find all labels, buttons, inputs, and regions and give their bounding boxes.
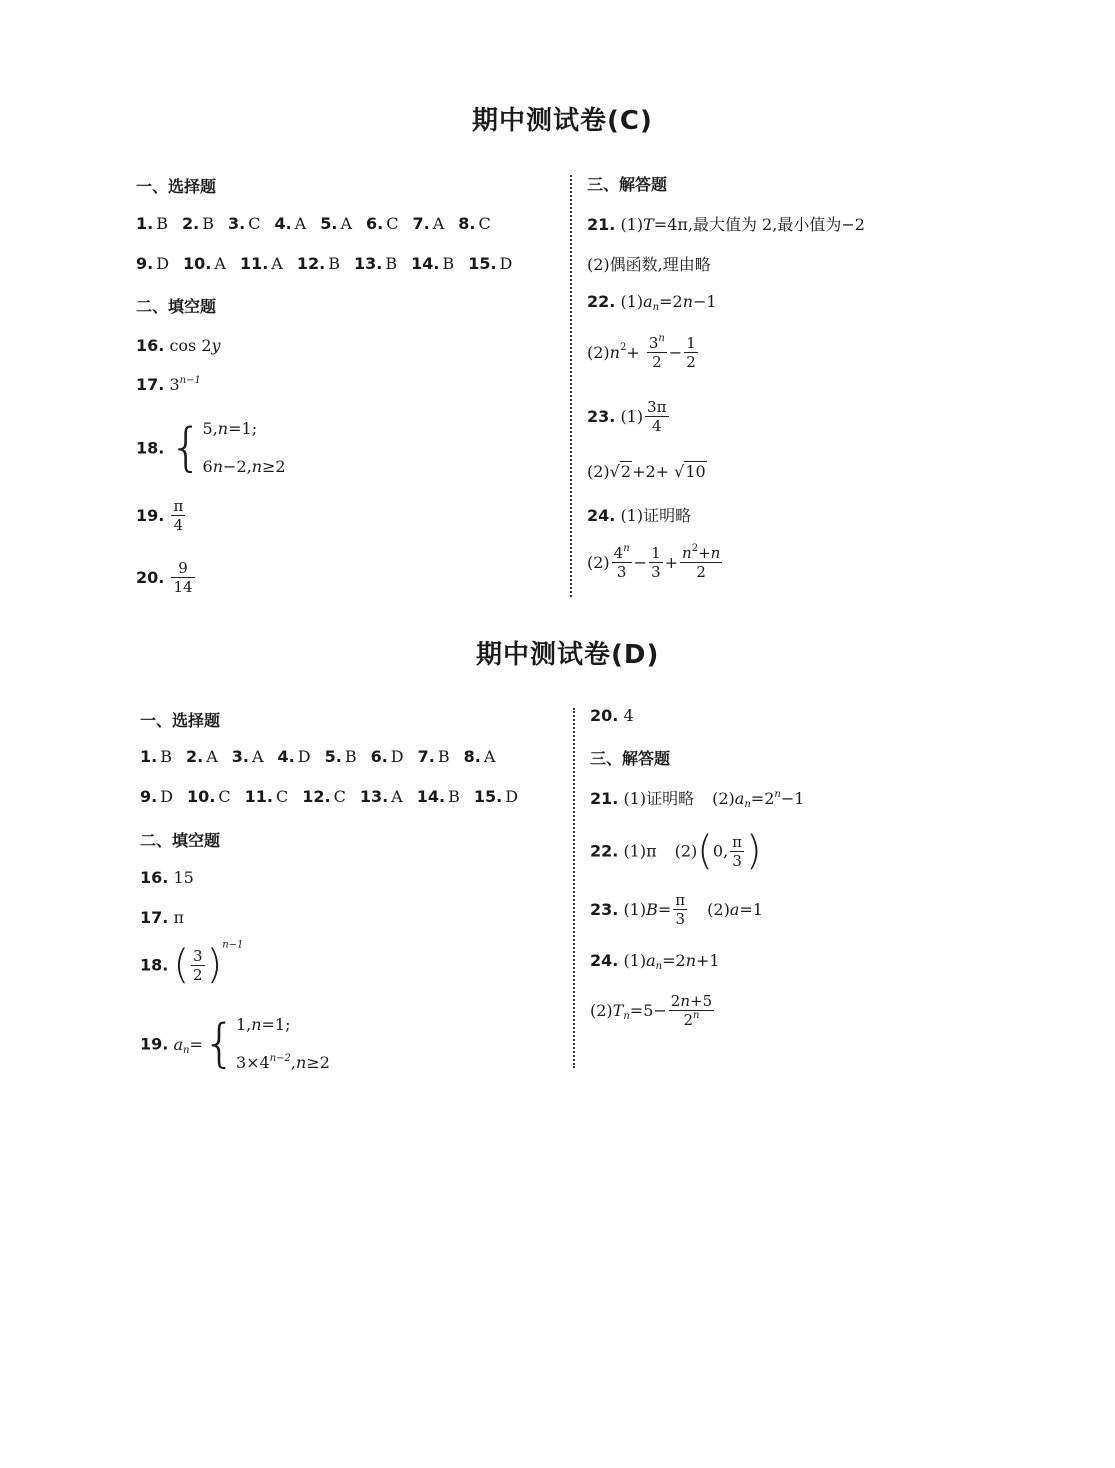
mc-answer: [458, 214, 490, 233]
case-1: 1,n=1;: [235, 1015, 291, 1034]
q-number: 14.: [416, 787, 446, 806]
q-number: 23.: [587, 407, 616, 426]
paper-d-q16: 16. 15: [140, 868, 194, 887]
fraction: $\frac{9}{14}$: [173, 559, 193, 596]
q-number: 7.: [412, 214, 430, 233]
mc-answer: [354, 254, 397, 273]
q-number: 9.: [140, 787, 158, 806]
paper-c-section-choice: 一、选择题: [136, 177, 217, 196]
left-brace: {: [169, 418, 203, 478]
answer-letter: B: [385, 254, 398, 273]
paper-c-mc-row2: [136, 254, 526, 273]
answer-letter: A: [432, 214, 445, 233]
q-number: 9.: [136, 254, 154, 273]
answer-letter: B: [202, 214, 214, 233]
answer-letter: A: [483, 747, 496, 766]
column-divider: [570, 175, 572, 597]
cases: [236, 1006, 330, 1082]
q-number: 14.: [411, 254, 440, 273]
answer-letter: D: [160, 787, 174, 806]
paper-d-q21: 21. (1)证明略 $(2)a_n=2^n-1$: [590, 789, 805, 810]
mc-answer: [136, 254, 169, 273]
fraction-2: $\frac{1}{3}$: [651, 544, 661, 581]
mc-answer: [464, 747, 496, 766]
q-number: 21.: [587, 215, 616, 234]
answer: cos 2: [169, 336, 212, 355]
paper-c-q21-p1: 21. (1)T=4π,最大值为 2,最小值为−2: [587, 215, 865, 234]
paper-d-mc-row1: [140, 747, 509, 766]
q-number: 2.: [181, 214, 200, 233]
answer-letter: A: [340, 214, 352, 233]
answer-var: y: [211, 336, 221, 355]
paper-d-title: 期中测试卷(D): [476, 640, 660, 670]
q-number: 23.: [590, 900, 619, 919]
paper-d-mc-row2: [140, 787, 532, 806]
paper-c-section-fill: 二、填空题: [136, 297, 217, 316]
mc-answer: [187, 787, 231, 806]
q-number: 7.: [417, 747, 435, 766]
q-number: 24.: [590, 951, 619, 970]
answer-letter: D: [499, 254, 513, 273]
q-number: 20.: [136, 568, 165, 587]
q-number: 19.: [140, 1034, 169, 1054]
sqrt-10: 10: [685, 462, 706, 481]
q-number: 15.: [468, 254, 497, 273]
answer-letter: B: [156, 214, 168, 233]
mc-answer: [320, 214, 352, 233]
q-number: 13.: [353, 254, 383, 273]
answer-letter: C: [248, 214, 261, 233]
paper-c-mc-row1: [136, 214, 505, 233]
q-number: 3.: [227, 214, 246, 233]
mc-answer: [245, 787, 289, 806]
q-number: 6.: [366, 214, 384, 233]
sqrt-2: 2: [620, 462, 632, 481]
fraction-1: $\frac{3^n}{2}$: [648, 333, 665, 371]
q-number: 12.: [302, 787, 331, 806]
q-number: 24.: [587, 506, 616, 525]
mc-answer: [360, 787, 403, 806]
paper-d-section-choice: 一、选择题: [140, 711, 221, 730]
mc-answer: [228, 214, 260, 233]
paper-d-q19: 19. $a_n=${ 1,n=1; $3\times 4^{n-2},n\ge 2$: [140, 1006, 330, 1082]
answer-letter: A: [271, 254, 283, 273]
answer-letter: D: [156, 254, 170, 273]
fraction: $\frac{\pi}{3}$: [675, 891, 686, 928]
paper-d-section-fill: 二、填空题: [140, 831, 221, 850]
answer-letter: D: [390, 747, 404, 766]
q-number: 16.: [140, 868, 169, 887]
left-paren: (: [697, 828, 713, 874]
paper-d-q20: 20. 4: [590, 706, 634, 725]
paper-c-q24-p1: 24. (1)证明略: [587, 506, 692, 525]
paper-c-section-solve: 三、解答题: [587, 175, 668, 194]
paper-c-q18: [136, 410, 286, 486]
q-number: 18.: [140, 955, 169, 975]
fraction: $\frac{3\pi}{4}$: [647, 398, 667, 435]
mc-answer: [412, 214, 444, 233]
paper-d-q23: 23. (1)B= $\frac{\pi}{3}$ (2)a=1: [590, 891, 763, 928]
answer-letter: C: [333, 787, 346, 806]
answer-letter: A: [294, 214, 307, 233]
mc-answer: [474, 787, 518, 806]
q-number: 20.: [590, 706, 619, 725]
answer-letter: D: [505, 787, 519, 806]
paper-c-q17: [136, 375, 201, 394]
q-number: 5.: [324, 747, 342, 766]
q-number: 3.: [231, 747, 249, 766]
answer-letter: C: [275, 787, 289, 806]
q-number: 17.: [136, 375, 165, 394]
mc-answer: [183, 254, 226, 273]
mc-answer: [232, 747, 264, 766]
answer-letter: A: [391, 787, 403, 806]
fraction: $\frac{2n+5}{2^n}$: [670, 992, 713, 1029]
mc-answer: [417, 787, 460, 806]
q-number: 11.: [244, 787, 273, 806]
answer-letter: C: [218, 787, 231, 806]
mc-answer: [278, 747, 311, 766]
q-number: 19.: [136, 506, 165, 525]
q-number: 22.: [587, 292, 616, 311]
answer-letter: B: [437, 747, 450, 766]
q-number: 13.: [359, 787, 389, 806]
q-number: 2.: [185, 747, 204, 766]
paper-c-q22-p1: 22. $(1)a_n=2n-1$: [587, 292, 717, 313]
q-number: 10.: [183, 254, 212, 273]
fraction-1: $\frac{4^n}{3}$: [613, 543, 630, 581]
right-paren: ): [206, 942, 223, 988]
exponent: n−1: [222, 939, 244, 951]
case-2: 6n−2,n≥2: [202, 457, 286, 476]
q-number: 4.: [277, 747, 295, 766]
q-number: 5.: [320, 214, 338, 233]
case-1: 5,n=1;: [202, 419, 258, 438]
answer-letter: B: [160, 747, 172, 766]
fraction-3: $\frac{n^2+n}{2}$: [682, 543, 721, 581]
paper-c-title: 期中测试卷(C): [472, 106, 653, 136]
paper-c-q23-p1: 23. (1) $\frac{3\pi}{4}$: [587, 398, 667, 435]
q-number: 22.: [590, 841, 619, 861]
paper-d-q24-p2: $(2)T_n=5-$ $\frac{2n+5}{2^n}$: [590, 992, 713, 1029]
q-number: 11.: [239, 254, 269, 273]
paper-d-q22: 22. (1)π (2)(0, $\frac{\pi}{3}$ ): [590, 828, 762, 874]
mc-answer: [468, 254, 512, 273]
q-number: 17.: [140, 908, 169, 927]
paper-c-q23-p2: (2)√2+2+ √10: [587, 462, 706, 481]
mc-answer: [325, 747, 357, 766]
answer-letter: B: [344, 747, 357, 766]
q-number: 12.: [296, 254, 326, 273]
q-number: 6.: [370, 747, 388, 766]
right-paren: ): [746, 828, 762, 874]
q-number: 8.: [458, 214, 476, 233]
mc-answer: [182, 214, 214, 233]
left-paren: (: [173, 942, 190, 988]
mc-answer: [186, 747, 218, 766]
answer-exponent: n−1: [179, 375, 201, 386]
answer-letter: A: [214, 254, 226, 273]
paper-d-q18: [140, 939, 244, 988]
paper-d-q24-p1: 24. $(1)a_n=2n+1$: [590, 951, 720, 972]
mc-answer: [136, 214, 168, 233]
cases: [203, 410, 286, 486]
mc-answer: [274, 214, 306, 233]
q-number: 21.: [590, 789, 619, 808]
answer-letter: B: [328, 254, 340, 273]
answer-letter: B: [448, 787, 460, 806]
mc-answer: [302, 787, 346, 806]
q-number: 8.: [463, 747, 481, 766]
answer-base: 3: [169, 375, 180, 394]
paper-d-q17: 17. π: [140, 908, 184, 927]
q-number: 10.: [187, 787, 216, 806]
fraction: $\frac{\pi}{3}$: [732, 832, 743, 870]
answer-letter: A: [206, 747, 218, 766]
fraction-2: $\frac{1}{2}$: [686, 334, 696, 371]
q-number: 18.: [136, 438, 165, 458]
answer-letter: A: [251, 747, 264, 766]
mc-answer: [140, 747, 172, 766]
paper-d-section-solve: 三、解答题: [590, 749, 671, 768]
answer-letter: B: [442, 254, 455, 273]
mc-answer: [411, 254, 454, 273]
case-2: $3\times 4^{n-2},n\ge 2$: [235, 1053, 330, 1072]
mc-answer: [240, 254, 283, 273]
mc-answer: [418, 747, 450, 766]
answer-letter: C: [386, 214, 399, 233]
mc-answer: [366, 214, 398, 233]
q-number: 16.: [136, 336, 165, 355]
left-brace: {: [202, 1014, 236, 1074]
paper-c-q19: [136, 497, 187, 534]
paper-c-q16: [136, 336, 221, 355]
q-number: 1.: [140, 747, 158, 766]
paper-c-q22-p2: $(2)n^2+$ $\frac{3^n}{2}$ − $\frac{1}{2}$: [587, 333, 696, 371]
fraction: $\frac{3}{2}$: [193, 946, 203, 984]
paper-c-q20: [136, 559, 197, 596]
q-number: 15.: [473, 787, 503, 806]
q-number: 1.: [136, 214, 154, 233]
mc-answer: [140, 787, 173, 806]
answer-letter: C: [478, 214, 491, 233]
paper-c-q21-p2: (2)偶函数,理由略: [587, 255, 711, 274]
column-divider: [573, 708, 575, 1068]
answer-letter: D: [297, 747, 311, 766]
fraction: $\frac{\pi}{4}$: [173, 497, 184, 534]
mc-answer: [371, 747, 404, 766]
q-number: 4.: [274, 214, 292, 233]
paper-c-q24-p2: (2) $\frac{4^n}{3}$ − $\frac{1}{3}$ + $\frac{n^2+n}{2}$: [587, 543, 721, 581]
mc-answer: [297, 254, 340, 273]
